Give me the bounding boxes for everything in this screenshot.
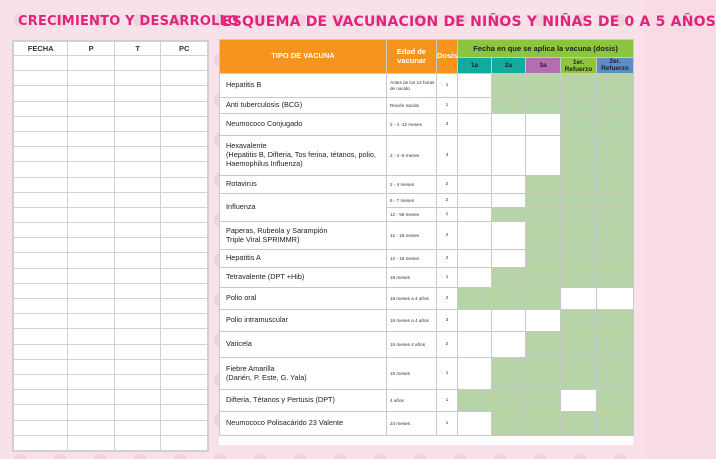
dose-date-cell[interactable] (561, 390, 597, 412)
dose-cell-not-applicable (526, 268, 561, 288)
growth-cell[interactable] (161, 420, 208, 435)
growth-cell[interactable] (114, 86, 161, 101)
dose-date-cell[interactable] (458, 114, 492, 136)
growth-cell[interactable] (114, 162, 161, 177)
growth-cell[interactable] (161, 177, 208, 192)
growth-cell[interactable] (114, 435, 161, 450)
dose-date-cell[interactable] (458, 222, 492, 250)
growth-cell[interactable] (68, 359, 115, 374)
dose-cell-not-applicable (526, 98, 561, 114)
dose-date-cell[interactable] (561, 288, 597, 310)
dose-date-cell[interactable] (458, 98, 492, 114)
growth-row (14, 299, 208, 314)
growth-cell[interactable] (68, 223, 115, 238)
growth-cell[interactable] (68, 344, 115, 359)
growth-table (12, 40, 209, 452)
growth-cell[interactable] (161, 56, 208, 71)
growth-cell[interactable] (14, 268, 68, 283)
dose-cell-not-applicable (597, 310, 634, 332)
growth-cell[interactable] (161, 359, 208, 374)
vaccination-table (219, 39, 633, 445)
growth-row (14, 162, 208, 177)
dose-cell-not-applicable (526, 222, 561, 250)
growth-cell[interactable] (14, 116, 68, 131)
growth-row (14, 147, 208, 162)
dose-cell-not-applicable (597, 250, 634, 268)
growth-cell[interactable] (161, 390, 208, 405)
vaccine-dose-count: 1 (437, 268, 458, 288)
dose-date-cell[interactable] (458, 136, 492, 176)
growth-cell[interactable] (14, 420, 68, 435)
vaccine-row (220, 114, 634, 136)
growth-row (14, 116, 208, 131)
vaccine-age: Antes de los 12 horas de nacido (387, 74, 437, 98)
growth-cell[interactable] (14, 253, 68, 268)
dose-date-cell[interactable] (492, 250, 526, 268)
dose-cell-not-applicable (597, 194, 634, 208)
dose-cell-not-applicable (561, 222, 597, 250)
growth-row (14, 86, 208, 101)
vaccine-row (220, 74, 634, 98)
vaccine-age: Recién nacido (387, 98, 437, 114)
growth-row (14, 420, 208, 435)
vaccine-name: Influenza (220, 194, 387, 222)
growth-cell[interactable] (161, 207, 208, 222)
growth-cell[interactable] (68, 374, 115, 389)
growth-cell[interactable] (68, 435, 115, 450)
growth-cell[interactable] (161, 435, 208, 450)
dose-cell-not-applicable (526, 176, 561, 194)
dose-cell-not-applicable (597, 268, 634, 288)
dose-cell-not-applicable (561, 98, 597, 114)
vaccine-name: Neumococo Conjugado (220, 114, 387, 136)
growth-row (14, 101, 208, 116)
dose-cell-not-applicable (492, 268, 526, 288)
vaccine-row (220, 268, 634, 288)
growth-cell[interactable] (114, 359, 161, 374)
vaccine-row (220, 98, 634, 114)
dose-date-cell[interactable] (458, 358, 492, 390)
growth-cell[interactable] (114, 390, 161, 405)
vaccine-row (220, 358, 634, 390)
vaccine-row (220, 310, 634, 332)
vaccine-name: Hepatitis B (220, 74, 387, 98)
dose-cell-not-applicable (458, 390, 492, 412)
growth-row (14, 192, 208, 207)
growth-cell[interactable] (68, 162, 115, 177)
vaccine-age: 12 - 59 meses (387, 208, 437, 222)
dose-date-cell[interactable] (526, 310, 561, 332)
vaccine-age: 15 meses 4 años (387, 332, 437, 358)
dose-cell-not-applicable (526, 194, 561, 208)
header-t: T (114, 42, 161, 56)
growth-cell[interactable] (14, 299, 68, 314)
dose-cell-not-applicable (597, 222, 634, 250)
vaccine-dose-count: 1 (437, 74, 458, 98)
dose-column-header: 1er. Refuerzo (561, 58, 597, 74)
dose-date-cell[interactable] (492, 114, 526, 136)
dose-cell-not-applicable (561, 176, 597, 194)
growth-row (14, 374, 208, 389)
vaccine-dose-count: 3 (437, 310, 458, 332)
growth-cell[interactable] (161, 86, 208, 101)
growth-cell[interactable] (14, 435, 68, 450)
header-tipo-vacuna: TIPO DE VACUNA (220, 40, 387, 74)
vaccine-age: 18 meses a 4 años (387, 288, 437, 310)
dose-cell-not-applicable (492, 358, 526, 390)
growth-cell[interactable] (14, 283, 68, 298)
vaccine-dose-count: 2 (437, 332, 458, 358)
growth-cell[interactable] (14, 374, 68, 389)
header-p: P (68, 42, 115, 56)
dose-cell-not-applicable (492, 288, 526, 310)
growth-cell[interactable] (68, 147, 115, 162)
dose-date-cell[interactable] (492, 176, 526, 194)
dose-cell-not-applicable (597, 358, 634, 390)
vaccine-row (220, 390, 634, 412)
dose-date-cell[interactable] (458, 208, 492, 222)
dose-date-cell[interactable] (492, 194, 526, 208)
growth-cell[interactable] (114, 116, 161, 131)
header-pc: PC (161, 42, 208, 56)
growth-cell[interactable] (114, 71, 161, 86)
growth-cell[interactable] (68, 207, 115, 222)
vaccine-dose-count: 1 (437, 358, 458, 390)
vaccination-title: ESQUEMA DE VACUNACION DE NIÑOS Y NIÑAS DE 0 A 5 AÑOS (222, 14, 716, 30)
vaccine-dose-count: 1 (437, 390, 458, 412)
vaccine-dose-count: 1 (437, 98, 458, 114)
vaccine-dose-count: 2 (437, 250, 458, 268)
growth-cell[interactable] (161, 71, 208, 86)
growth-header-row (14, 42, 208, 56)
growth-cell[interactable] (14, 147, 68, 162)
dose-date-cell[interactable] (492, 310, 526, 332)
vaccine-row (220, 250, 634, 268)
header-dosis: Dosis (437, 40, 458, 74)
growth-cell[interactable] (68, 299, 115, 314)
vaccine-row (220, 222, 634, 250)
dose-cell-not-applicable (597, 390, 634, 412)
growth-cell[interactable] (68, 283, 115, 298)
growth-cell[interactable] (14, 329, 68, 344)
vaccine-age: 2 - 4 -12 meses (387, 114, 437, 136)
dose-cell-not-applicable (526, 358, 561, 390)
growth-cell[interactable] (161, 329, 208, 344)
dose-column-header: 2a (492, 58, 526, 74)
growth-row (14, 131, 208, 146)
growth-row (14, 329, 208, 344)
dose-cell-not-applicable (526, 332, 561, 358)
dose-date-cell[interactable] (492, 222, 526, 250)
dose-cell-not-applicable (458, 288, 492, 310)
growth-cell[interactable] (114, 147, 161, 162)
growth-row (14, 314, 208, 329)
growth-cell[interactable] (68, 86, 115, 101)
vaccine-age: 18 meses a 4 años (387, 310, 437, 332)
growth-cell[interactable] (161, 268, 208, 283)
growth-cell[interactable] (68, 177, 115, 192)
growth-cell[interactable] (114, 420, 161, 435)
vaccine-name: Neumococo Polisacárido 23 Valente (220, 412, 387, 436)
growth-cell[interactable] (161, 344, 208, 359)
dose-date-cell[interactable] (458, 194, 492, 208)
dose-cell-not-applicable (492, 74, 526, 98)
vaccine-name: Polio intramuscular (220, 310, 387, 332)
vaccine-age: 12 - 18 meses (387, 250, 437, 268)
growth-cell[interactable] (14, 177, 68, 192)
vaccine-name: Polio oral (220, 288, 387, 310)
dose-date-cell[interactable] (526, 114, 561, 136)
vaccine-dose-count: 2 (437, 288, 458, 310)
dose-cell-not-applicable (526, 412, 561, 436)
growth-cell[interactable] (161, 299, 208, 314)
dose-date-cell[interactable] (458, 310, 492, 332)
growth-cell[interactable] (161, 374, 208, 389)
dose-date-cell[interactable] (492, 332, 526, 358)
growth-cell[interactable] (114, 405, 161, 420)
vaccine-dose-count: 3 (437, 136, 458, 176)
dose-date-cell[interactable] (492, 136, 526, 176)
dose-cell-not-applicable (561, 208, 597, 222)
dose-date-cell[interactable] (458, 176, 492, 194)
dose-cell-not-applicable (492, 98, 526, 114)
growth-cell[interactable] (114, 268, 161, 283)
growth-cell[interactable] (114, 177, 161, 192)
dose-cell-not-applicable (597, 208, 634, 222)
growth-cell[interactable] (161, 405, 208, 420)
growth-cell[interactable] (114, 223, 161, 238)
growth-cell[interactable] (114, 329, 161, 344)
growth-row (14, 207, 208, 222)
vaccine-row (220, 332, 634, 358)
dose-cell-not-applicable (526, 208, 561, 222)
header-fecha-aplicacion: Fecha en que se aplica la vacuna (dosis) (458, 40, 634, 58)
vaccine-row (220, 136, 634, 176)
vaccine-age: 15 meses (387, 358, 437, 390)
dose-cell-not-applicable (561, 412, 597, 436)
growth-cell[interactable] (161, 162, 208, 177)
dose-cell-not-applicable (526, 74, 561, 98)
vaccine-dose-count: 2 (437, 222, 458, 250)
growth-row (14, 268, 208, 283)
dose-date-cell[interactable] (458, 74, 492, 98)
growth-cell[interactable] (14, 314, 68, 329)
growth-cell[interactable] (14, 390, 68, 405)
vaccine-age: 2 - 4 -6 meses (387, 136, 437, 176)
growth-row (14, 238, 208, 253)
vaccine-name: Hexavalente (Hepatitis B, Difteria, Tos ferina, tétanos, polio, Haemophilus Influenza) (220, 136, 387, 176)
dose-cell-not-applicable (561, 250, 597, 268)
vaccine-name: Paperas, Rubeola y Sarampión Triple Viral SPRIMMR) (220, 222, 387, 250)
dose-date-cell[interactable] (526, 136, 561, 176)
vaccine-age: 18 meses (387, 268, 437, 288)
vaccine-dose-count: 1 (437, 412, 458, 436)
growth-cell[interactable] (68, 390, 115, 405)
growth-cell[interactable] (114, 101, 161, 116)
growth-row (14, 253, 208, 268)
growth-cell[interactable] (68, 314, 115, 329)
growth-cell[interactable] (14, 192, 68, 207)
growth-row (14, 359, 208, 374)
growth-cell[interactable] (161, 238, 208, 253)
growth-cell[interactable] (14, 162, 68, 177)
growth-cell[interactable] (114, 374, 161, 389)
growth-cell[interactable] (114, 253, 161, 268)
growth-row (14, 56, 208, 71)
growth-cell[interactable] (114, 299, 161, 314)
growth-cell[interactable] (14, 86, 68, 101)
growth-cell[interactable] (68, 238, 115, 253)
vaccine-row (220, 288, 634, 310)
vaccine-age: 4 años (387, 390, 437, 412)
vaccine-name: Hepatitis A (220, 250, 387, 268)
growth-cell[interactable] (14, 359, 68, 374)
dose-cell-not-applicable (561, 268, 597, 288)
vaccine-dose-count: 2 (437, 194, 458, 208)
dose-cell-not-applicable (561, 74, 597, 98)
dose-date-cell[interactable] (458, 250, 492, 268)
growth-cell[interactable] (161, 253, 208, 268)
vaccine-name: Fiebre Amarilla (Darién, P. Este, G. Yala) (220, 358, 387, 390)
vaccine-dose-count: 3 (437, 114, 458, 136)
growth-cell[interactable] (14, 238, 68, 253)
growth-cell[interactable] (68, 329, 115, 344)
dose-cell-not-applicable (561, 332, 597, 358)
dose-column-header: 3a (526, 58, 561, 74)
growth-cell[interactable] (68, 101, 115, 116)
growth-cell[interactable] (68, 116, 115, 131)
vaccine-dose-count: 2 (437, 176, 458, 194)
growth-cell[interactable] (114, 207, 161, 222)
growth-cell[interactable] (114, 283, 161, 298)
vaccine-row (220, 176, 634, 194)
dose-date-cell[interactable] (458, 332, 492, 358)
dose-cell-not-applicable (492, 412, 526, 436)
dose-date-cell[interactable] (458, 268, 492, 288)
vaccine-name: Tetravalente (DPT +Hib) (220, 268, 387, 288)
growth-cell[interactable] (114, 131, 161, 146)
vaccine-name: Rotavirus (220, 176, 387, 194)
growth-row (14, 435, 208, 450)
growth-cell[interactable] (68, 253, 115, 268)
growth-cell[interactable] (68, 192, 115, 207)
dose-cell-not-applicable (561, 310, 597, 332)
growth-title: CRECIMIENTO Y DESARROLLO (18, 14, 239, 29)
vaccine-age: 24 meses (387, 412, 437, 436)
vaccine-name: Difteria, Tétanos y Pertusis (DPT) (220, 390, 387, 412)
dose-column-header: 1a (458, 58, 492, 74)
dose-cell-not-applicable (597, 114, 634, 136)
header-edad: Edad de vacunar (387, 40, 437, 74)
growth-cell[interactable] (161, 314, 208, 329)
vaccine-row (220, 194, 634, 208)
vaccine-row (220, 412, 634, 436)
growth-cell[interactable] (114, 238, 161, 253)
dose-cell-not-applicable (561, 358, 597, 390)
dose-cell-not-applicable (561, 136, 597, 176)
vaccine-age: 12 - 18 meses (387, 222, 437, 250)
dose-date-cell[interactable] (597, 288, 634, 310)
growth-row (14, 71, 208, 86)
growth-cell[interactable] (14, 344, 68, 359)
growth-cell[interactable] (114, 192, 161, 207)
growth-cell[interactable] (68, 268, 115, 283)
growth-cell[interactable] (14, 405, 68, 420)
growth-cell[interactable] (161, 101, 208, 116)
dose-cell-not-applicable (597, 136, 634, 176)
growth-row (14, 390, 208, 405)
dose-cell-not-applicable (597, 176, 634, 194)
dose-column-header: 2er. Refuerzo (597, 58, 634, 74)
dose-cell-not-applicable (597, 98, 634, 114)
growth-cell[interactable] (161, 116, 208, 131)
vaccine-dose-count: 1 (437, 208, 458, 222)
growth-row (14, 223, 208, 238)
growth-cell[interactable] (161, 131, 208, 146)
growth-cell[interactable] (161, 283, 208, 298)
growth-cell[interactable] (14, 56, 68, 71)
growth-cell[interactable] (68, 420, 115, 435)
dose-cell-not-applicable (492, 390, 526, 412)
growth-cell[interactable] (161, 223, 208, 238)
vaccine-name: Varicela (220, 332, 387, 358)
dose-cell-not-applicable (561, 114, 597, 136)
growth-cell[interactable] (114, 344, 161, 359)
growth-cell[interactable] (68, 56, 115, 71)
growth-row (14, 344, 208, 359)
growth-cell[interactable] (161, 147, 208, 162)
growth-row (14, 405, 208, 420)
growth-cell[interactable] (68, 405, 115, 420)
growth-cell[interactable] (14, 207, 68, 222)
dose-cell-not-applicable (526, 250, 561, 268)
vaccine-age: 6 - 7 meses (387, 194, 437, 208)
dose-cell-not-applicable (492, 208, 526, 222)
growth-cell[interactable] (14, 131, 68, 146)
vaccine-age: 2 - 4 meses (387, 176, 437, 194)
dose-date-cell[interactable] (458, 412, 492, 436)
dose-cell-not-applicable (526, 390, 561, 412)
growth-cell[interactable] (14, 223, 68, 238)
dose-cell-not-applicable (597, 332, 634, 358)
growth-cell[interactable] (114, 56, 161, 71)
growth-cell[interactable] (161, 192, 208, 207)
growth-row (14, 177, 208, 192)
growth-row (14, 283, 208, 298)
dose-cell-not-applicable (597, 74, 634, 98)
vaccine-name: Anti tuberculosis (BCG) (220, 98, 387, 114)
growth-cell[interactable] (14, 71, 68, 86)
growth-cell[interactable] (68, 71, 115, 86)
dose-cell-not-applicable (597, 412, 634, 436)
growth-cell[interactable] (114, 314, 161, 329)
growth-cell[interactable] (68, 131, 115, 146)
dose-cell-not-applicable (526, 288, 561, 310)
growth-cell[interactable] (14, 101, 68, 116)
header-fecha: FECHA (14, 42, 68, 56)
dose-cell-not-applicable (561, 194, 597, 208)
